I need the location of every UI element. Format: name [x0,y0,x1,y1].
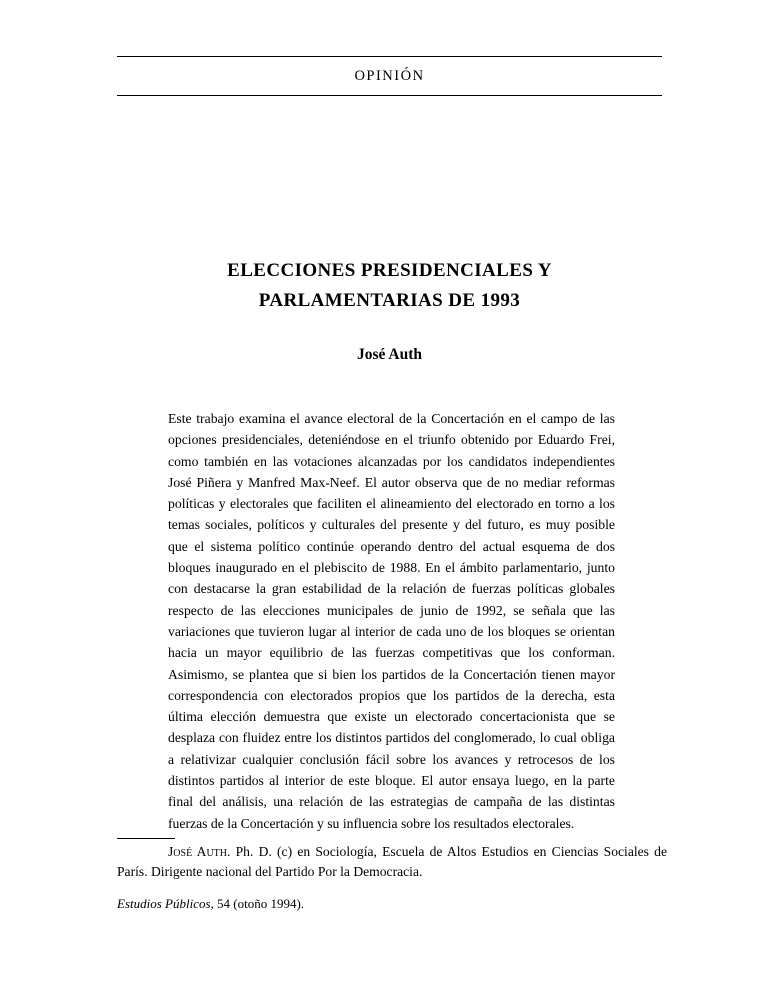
footnote-divider [117,838,175,839]
section-header-band [117,56,662,96]
author-name: José Auth [356,346,423,363]
article-title [117,256,662,316]
journal-name: Estudios Públicos, [117,896,214,911]
document-page [117,0,662,848]
footnote-author-smallcaps: José Auth [168,844,228,859]
section-header-label: OPINIÓN [354,68,425,84]
article-title-line1: ELECCIONES PRESIDENCIALES Y [227,260,552,281]
footnote-rest: . Ph. D. (c) en Sociología, Escuela de Altos Estudios en Ciencias Sociales de París. Dirigente nacional del Partido Por la Democracia. [117,844,667,879]
footnote-text [117,842,667,881]
article-title-line2: PARLAMENTARIAS DE 1993 [258,290,521,311]
journal-issue: 54 (otoño 1994). [213,896,305,911]
page-footer-block [117,838,667,912]
abstract-text: Este trabajo examina el avance electoral de la Concertación en el campo de las opciones presidenciales, deteniéndose en el triunfo obtenido por Eduardo Frei, como también en las votaciones alcanzadas por los candidatos independientes José Piñera y Manfred Max-Neef. El autor observa que de no mediar reformas políticas y electorales que faciliten el alineamiento del electorado en torno a los temas sociales, políticos y culturales del presente y del futuro, es muy posible que el sistema político continúe operando dentro del actual esquema de dos bloques inaugurado en el plebiscito de 1988. En el ámbito parlamentario, junto con destacarse la gran estabilidad de la relación de fuerzas políticas globales respecto de las elecciones municipales de junio de 1992, se señala que las variaciones que tuvieron lugar al interior de cada uno de los bloques se orientan hacia un mayor equilibrio de las fuerzas competitivas que los conforman. Asimismo, se plantea que si bien los partidos de la Concertación tienen mayor correspondencia con electorados propios que los partidos de la derecha, esta última elección demuestra que existe un electorado concertacionista que se desplaza con fluidez entre los distintos partidos del conglomerado, lo cual obliga a relativizar cualquier conclusión fácil sobre los avances y retrocesos de los distintos partidos al interior de este bloque. El autor ensaya luego, en la parte final del análisis, una relación de las estrategias de campaña de las distintas fuerzas de la Concertación y su influencia sobre los resultados electorales. [168,411,615,831]
journal-citation [117,896,667,912]
